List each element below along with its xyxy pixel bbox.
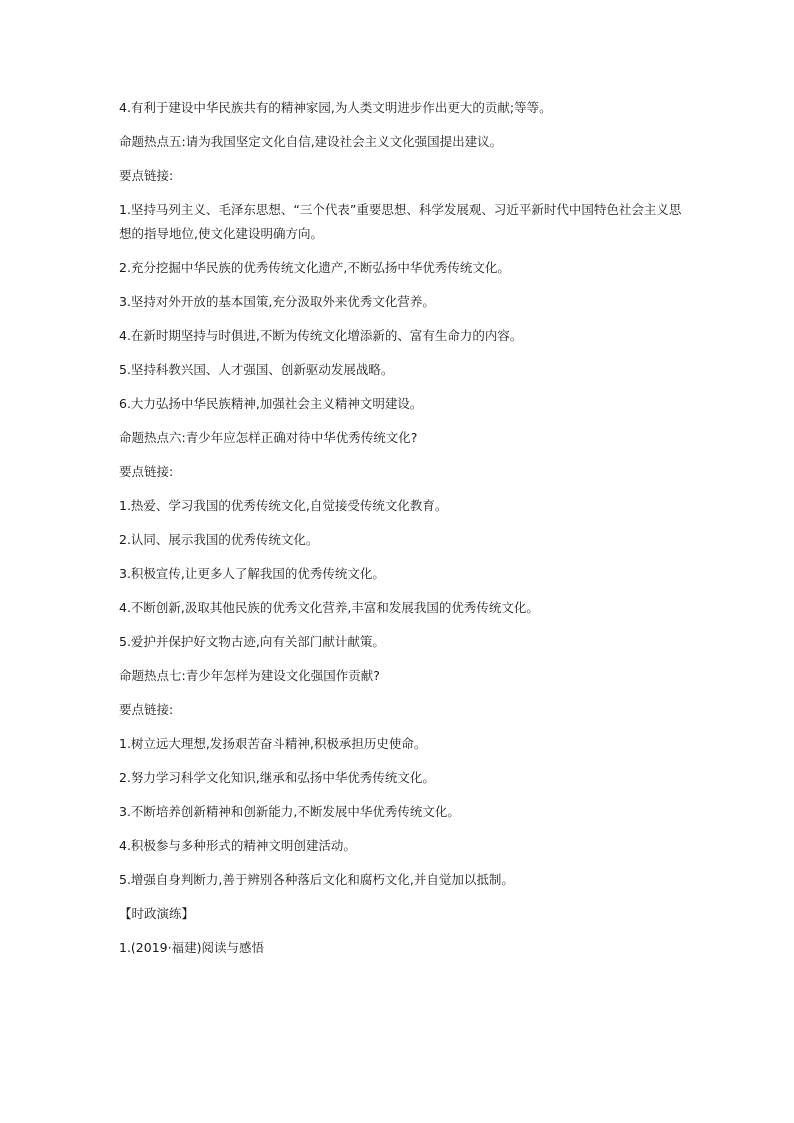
paragraph: 2.认同、展示我国的优秀传统文化。 xyxy=(119,532,319,547)
paragraph: 4.积极参与多种形式的精神文明创建活动。 xyxy=(119,838,356,853)
paragraph: 5.增强自身判断力,善于辨别各种落后文化和腐朽文化,并自觉加以抵制。 xyxy=(119,872,514,887)
paragraph: 5.坚持科教兴国、人才强国、创新驱动发展战略。 xyxy=(119,362,394,377)
section-heading: 命题热点七:青少年怎样为建设文化强国作贡献? xyxy=(119,668,380,683)
paragraph: 5.爱护并保护好文物古迹,向有关部门献计献策。 xyxy=(119,634,385,649)
paragraph: 2.充分挖掘中华民族的优秀传统文化遗产,不断弘扬中华优秀传统文化。 xyxy=(119,260,510,275)
paragraph: 1.坚持马列主义、毛泽东思想、“三个代表”重要思想、科学发展观、习近平新时代中国特色社会主义思想的指导地位,使文化建设明确方向。 xyxy=(119,202,682,241)
paragraph: 2.努力学习科学文化知识,继承和弘扬中华优秀传统文化。 xyxy=(119,770,435,785)
section-heading: 命题热点六:青少年应怎样正确对待中华优秀传统文化? xyxy=(119,430,418,445)
paragraph: 6.大力弘扬中华民族精神,加强社会主义精神文明建设。 xyxy=(119,396,423,411)
paragraph: 3.积极宣传,让更多人了解我国的优秀传统文化。 xyxy=(119,566,385,581)
paragraph: 3.坚持对外开放的基本国策,充分汲取外来优秀文化营养。 xyxy=(119,294,435,309)
paragraph: 4.在新时期坚持与时俱进,不断为传统文化增添新的、富有生命力的内容。 xyxy=(119,328,523,343)
points-label: 要点链接: xyxy=(119,168,174,183)
section-heading: 命题热点五:请为我国坚定文化自信,建设社会主义文化强国提出建议。 xyxy=(119,134,503,149)
points-label: 要点链接: xyxy=(119,464,174,479)
paragraph: 4.有利于建设中华民族共有的精神家园,为人类文明进步作出更大的贡献;等等。 xyxy=(119,100,552,115)
exercise-heading: 【时政演练】 xyxy=(119,906,195,921)
paragraph: 1.树立远大理想,发扬艰苦奋斗精神,积极承担历史使命。 xyxy=(119,736,427,751)
paragraph: 4.不断创新,汲取其他民族的优秀文化营养,丰富和发展我国的优秀传统文化。 xyxy=(119,600,539,615)
paragraph: 3.不断培养创新精神和创新能力,不断发展中华优秀传统文化。 xyxy=(119,804,460,819)
points-label: 要点链接: xyxy=(119,702,174,717)
exercise-item: 1.(2019·福建)阅读与感悟 xyxy=(119,940,264,955)
paragraph: 1.热爱、学习我国的优秀传统文化,自觉接受传统文化教育。 xyxy=(119,498,448,513)
document-body xyxy=(119,96,685,970)
